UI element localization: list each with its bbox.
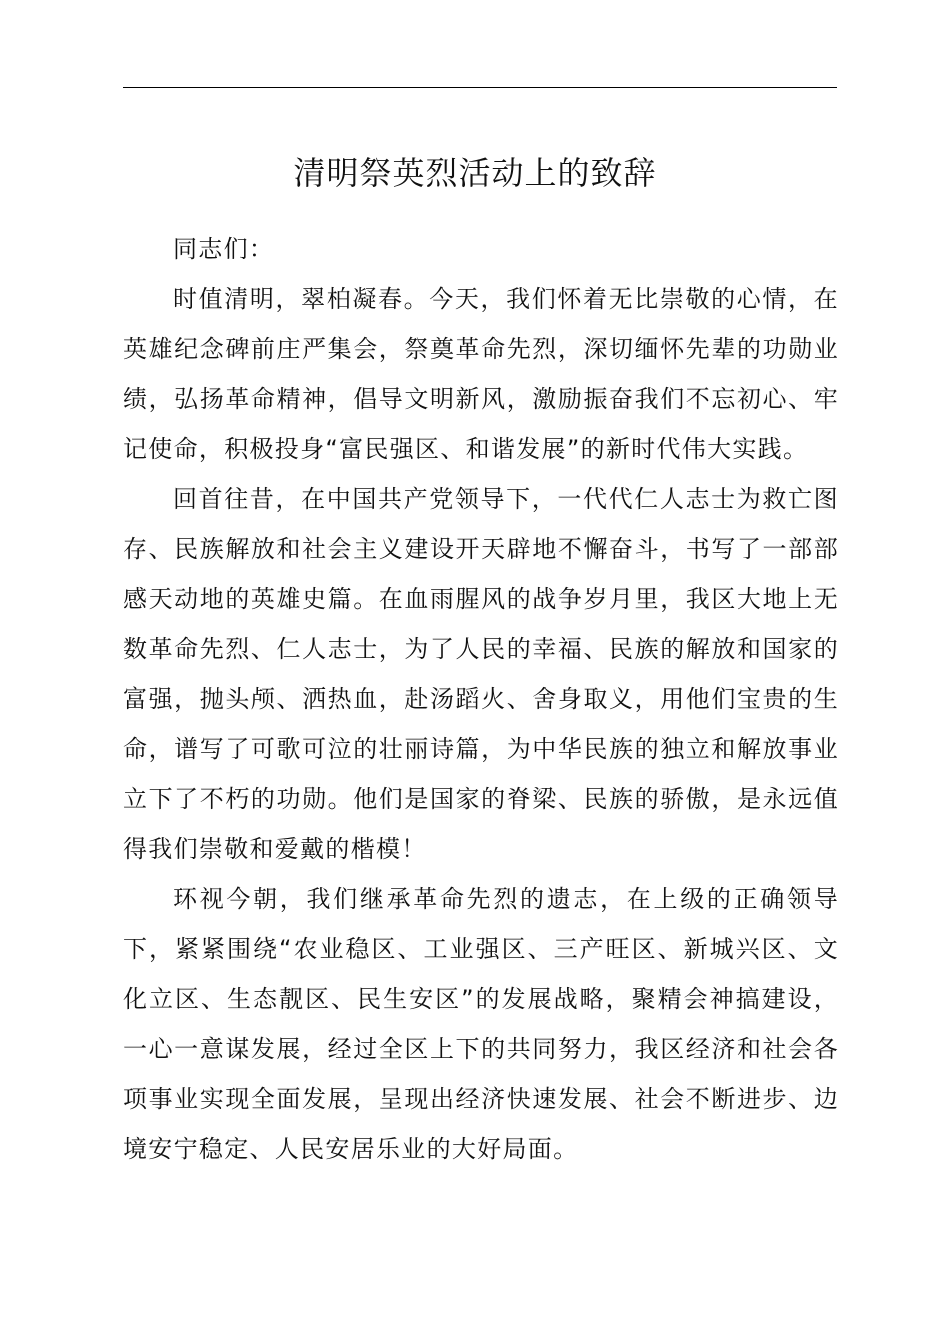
paragraph-1: 时值清明，翠柏凝春。今天，我们怀着无比崇敬的心情，在英雄纪念碑前庄严集会，祭奠革命先烈，深切缅怀先辈的功勋业绩，弘扬革命精神，倡导文明新风，激励振奋我们不忘初心、牢记使命，积极投身“富民强区、和谐发展”的新时代伟大实践。 bbox=[123, 285, 839, 463]
document-body bbox=[123, 224, 839, 1174]
header-divider bbox=[123, 87, 837, 88]
paragraph-3: 环视今朝，我们继承革命先烈的遗志，在上级的正确领导下，紧紧围绕“农业稳区、工业强区、三产旺区、新城兴区、文化立区、生态靓区、民生安区”的发展战略，聚精会神搞建设，一心一意谋发展，经过全区上下的共同努力，我区经济和社会各项事业实现全面发展，呈现出经济快速发展、社会不断进步、边境安宁稳定、人民安居乐业的大好局面。 bbox=[123, 885, 839, 1163]
paragraph-2: 回首往昔，在中国共产党领导下，一代代仁人志士为救亡图存、民族解放和社会主义建设开天辟地不懈奋斗，书写了一部部感天动地的英雄史篇。在血雨腥风的战争岁月里，我区大地上无数革命先烈、仁人志士，为了人民的幸福、民族的解放和国家的富强，抛头颅、洒热血，赴汤蹈火、舍身取义，用他们宝贵的生命，谱写了可歌可泣的壮丽诗篇，为中华民族的独立和解放事业立下了不朽的功勋。他们是国家的脊梁、民族的骄傲，是永远值得我们崇敬和爱戴的楷模！ bbox=[123, 485, 839, 863]
salutation: 同志们： bbox=[173, 235, 275, 263]
document-title: 清明祭英烈活动上的致辞 bbox=[293, 154, 657, 192]
